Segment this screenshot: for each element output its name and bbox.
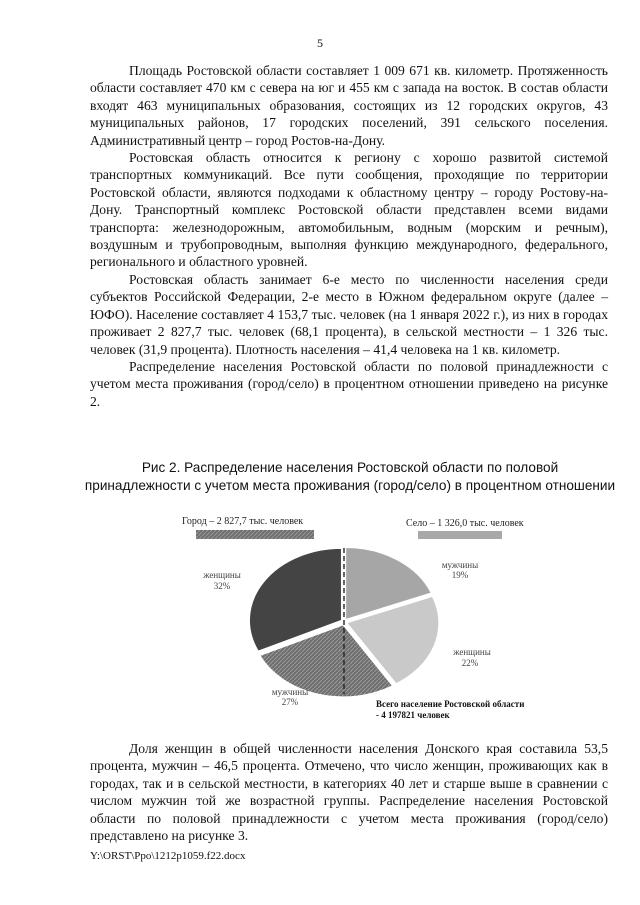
legend-village-label: Село – 1 326,0 тыс. человек [406,518,524,529]
conclusion-text [90,740,608,844]
pie-chart-svg [170,508,550,730]
slice-pct-village-women: 22% [461,658,479,668]
slice-label-city-women: женщины [203,570,241,580]
slice-pct-city-women: 32% [213,581,231,591]
slice-label-village-women: женщины [453,647,491,657]
legend-city-label: Город – 2 827,7 тыс. человек [182,516,304,527]
slice-label-city-men: мужчины [271,687,309,697]
total-note-line-1: Всего население Ростовской области [376,699,525,709]
paragraph-population: Ростовская область занимает 6-е место по численности населения среди субъектов Российской Федерации, 2-е место в Южном федеральном округе (далее – ЮФО). Население составляет 4 153,7 тыс. человек (на 1 января 2022 г.), из них в городах проживает 2 827,7 тыс. человек (68,1 процента), в сельской местности – 1 326 тыс. человек (31,9 процента). Плотность населения – 41,4 человека на 1 кв. километр. [90,271,608,357]
intro-text [90,62,608,410]
slice-pct-village-men: 19% [451,570,469,580]
slice-pct-city-men: 27% [281,697,299,707]
legend-village-swatch [418,531,502,539]
paragraph-area: Площадь Ростовской области составляет 1 009 671 кв. километр. Протяженность области составляет 470 км с севера на юг и 455 км с запада на восток. В состав области входят 463 муниципальных образования, состоящих из 12 городских округов, 43 муниципальных районов, 17 городских поселений, 391 сельского поселения. Административный центр – город Ростов-на-Дону. [90,63,608,148]
paragraph-figure-ref: Распределение населения Ростовской области по половой принадлежности с учетом места проживания (город/село) в процентном отношении приведено на рисунке 2. [90,358,608,409]
figure-caption-line-1: Рис 2. Распределение населения Ростовской области по половой [141,460,559,475]
pie-chart [170,508,550,730]
paragraph-transport: Ростовская область относится к региону с хорошо развитой системой транспортных коммуникаций. Все пути сообщения, проходящие по территории Ростовской области, являются подходами к областному центру – городу Ростову-на-Дону. Транспортный комплекс Ростовской области представлен всеми видами транспорта: железнодорожным, автомобильным, водным (морским и речным), воздушным и трубопроводным, выполняя функцию международного, федерального, регионального и областного уровней. [90,150,608,270]
page-number: 5 [317,36,323,50]
figure-caption [70,459,630,494]
slice-label-village-men: мужчины [441,560,479,570]
figure-caption-line-2: принадлежности с учетом места проживания (город/село) в процентном отношении [84,477,616,493]
legend-city-swatch [196,530,314,539]
document-file-path: Y:\ORST\Ppo\1212p1059.f22.docx [90,850,246,862]
total-note-line-2: - 4 197821 человек [376,710,450,720]
paragraph-gender-share: Доля женщин в общей численности населения Донского края составила 53,5 процента, мужчин – 46,5 процента. Отмечено, что число женщин, проживающих как в городах, так и в сельской местности, в категориях 40 лет и старше выше в сравнении с числом мужчин той же возрастной группы. Распределение населения Ростовской области по половой принадлежности с учетом места проживания (город/село) представлено на рисунке 3. [90,741,608,844]
